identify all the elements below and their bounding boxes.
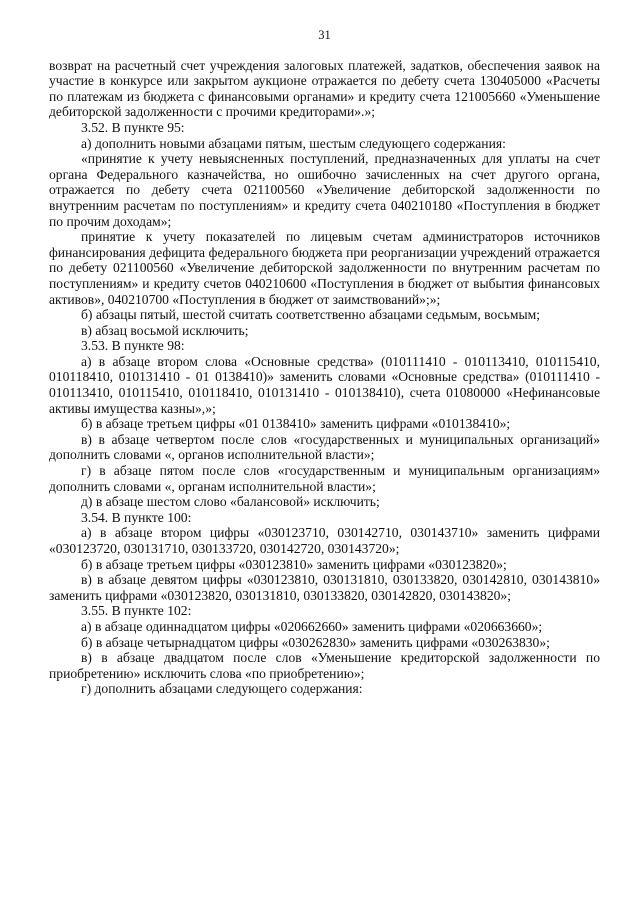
paragraph: б) в абзаце третьем цифры «01 0138410» заменить цифрами «010138410»;	[81, 416, 511, 432]
paragraph: б) в абзаце третьем цифры «030123810» заменить цифрами «030123820»;	[81, 556, 507, 572]
paragraph: б) в абзаце четырнадцатом цифры «030262830» заменить цифрами «030263830»;	[81, 634, 550, 650]
paragraph: г) дополнить абзацами следующего содержания:	[81, 681, 363, 697]
page-number: 31	[318, 28, 331, 42]
paragraph: д) в абзаце шестом слово «балансовой» исключить;	[81, 494, 380, 510]
paragraph: в) в абзаце четвертом после слов «государственных и муниципальных организаций» дополнить словами «, органов исполнительной власти»;	[49, 431, 600, 463]
paragraph: а) в абзаце одиннадцатом цифры «020662660» заменить цифрами «020663660»;	[81, 618, 543, 634]
paragraph: принятие к учету показателей по лицевым счетам администраторов источников финансирования дефицита федерального бюджета при реорганизации учреждений отражается по дебету 021100560 «Увеличение дебиторской задолженности по внутренним расчетам по поступлениям» и кредиту счетов 040210600 «Поступления в бюджет от выбытия финансовых активов», 040210700 «Поступления в бюджет от заимствований»;»;	[49, 229, 600, 307]
document-body	[49, 58, 600, 697]
paragraph: а) в абзаце втором цифры «030123710, 030142710, 030143710» заменить цифрами «030123720, 030131710, 030133720, 030142720, 030143720»;	[49, 525, 600, 556]
paragraph: 3.53. В пункте 98:	[81, 338, 185, 354]
paragraph: а) в абзаце втором слова «Основные средства» (010111410 - 010113410, 010115410, 010118410, 010131410 - 01 0138410)» заменить словами «Основные средства» (010111410 - 010113410, 010115410, 010118410, 010131410 - 010138410), счета 01080000 «Нефинансовые активы имущества казны»,»;	[49, 353, 600, 416]
paragraph: возврат на расчетный счет учреждения залоговых платежей, задатков, обеспечения заявок на участие в конкурсе или закрытом аукционе отражается по дебету счета 130405000 «Расчеты по платежам из бюджета с финансовыми органами» и кредиту счета 121005660 «Уменьшение дебиторской задолженности с прочими кредиторами».»;	[49, 57, 600, 120]
paragraph: «принятие к учету невыясненных поступлений, предназначенных для уплаты на счет органа Федерального казначейства, но ошибочно зачисленных на счет другого органа, отражается по дебету счета 021100560 «Увеличение дебиторской задолженности по внутренним расчетам по поступлениям» и кредиту счета 040210180 «Поступления в бюджет по прочим доходам»;	[49, 151, 600, 229]
paragraph: б) абзацы пятый, шестой считать соответственно абзацами седьмым, восьмым;	[81, 307, 540, 323]
paragraph: 3.54. В пункте 100:	[81, 509, 192, 525]
paragraph: в) в абзаце девятом цифры «030123810, 030131810, 030133820, 030142810, 030143810» заменить цифрами «030123820, 030131810, 030133820, 030142820, 030143820»;	[49, 572, 600, 603]
paragraph: 3.55. В пункте 102:	[81, 603, 192, 619]
paragraph: в) в абзаце двадцатом после слов «Уменьшение кредиторской задолженности по приобретению» исключить слова «по приобретению»;	[49, 650, 600, 681]
paragraph: 3.52. В пункте 95:	[81, 119, 185, 135]
paragraph: а) дополнить новыми абзацами пятым, шестым следующего содержания:	[81, 135, 506, 151]
paragraph: г) в абзаце пятом после слов «государственным и муниципальным организациям» дополнить словами «, органам исполнительной власти»;	[49, 463, 600, 494]
paragraph: в) абзац восьмой исключить;	[81, 322, 249, 338]
